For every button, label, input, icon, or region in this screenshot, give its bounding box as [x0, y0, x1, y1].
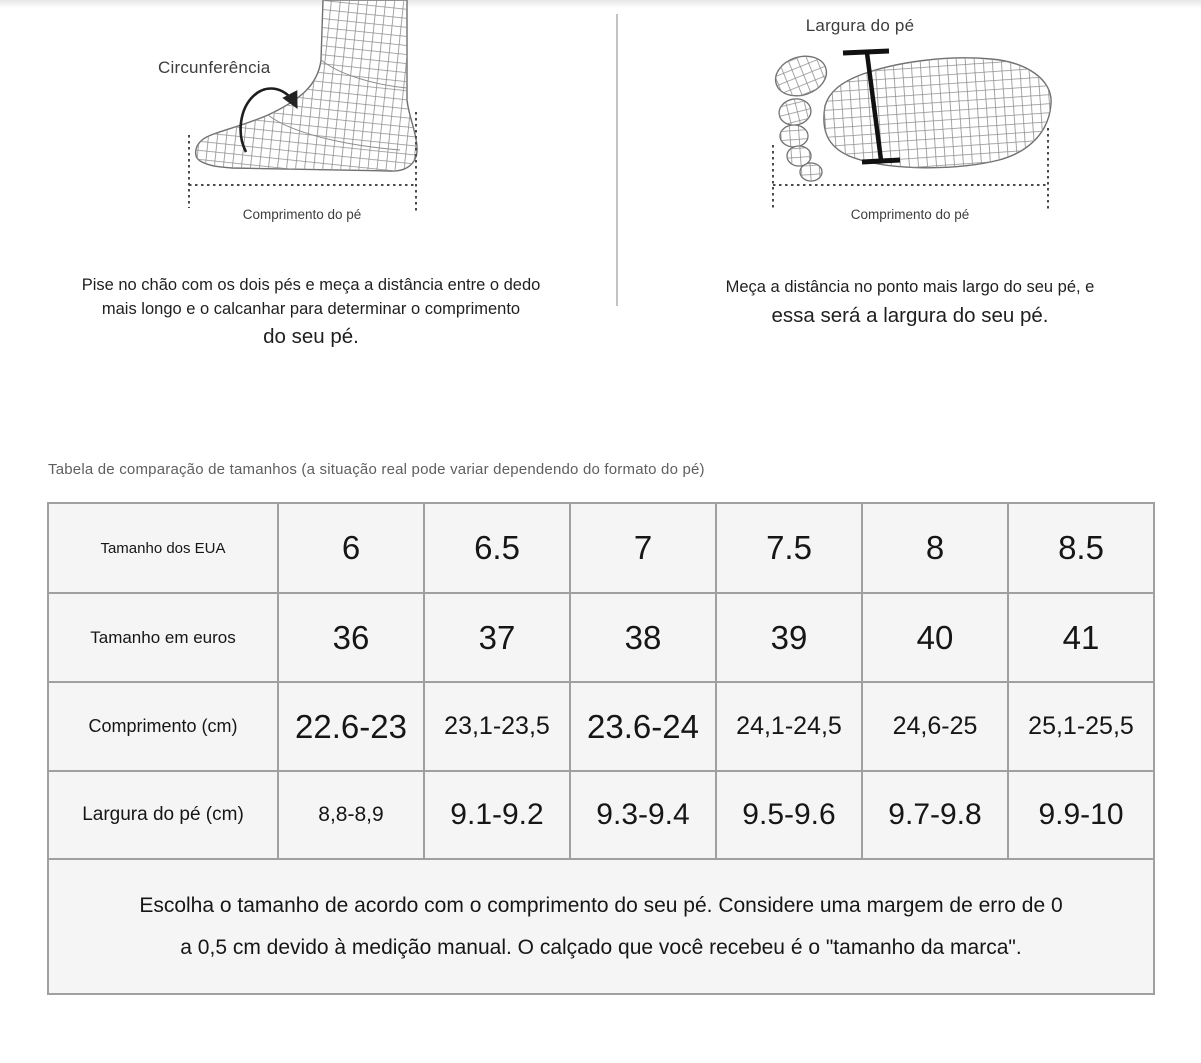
right-caption-line1: Meça a distância no ponto mais largo do seu pé, e	[725, 278, 1095, 296]
table-row-eu-size	[48, 593, 1154, 682]
footnote-line1: Escolha o tamanho de acordo com o comprimento do seu pé. Considere uma margem de erro de 0	[139, 893, 1063, 917]
table-cell: 40	[862, 593, 1008, 682]
table-cell: 39	[716, 593, 862, 682]
row-label-width: Largura do pé (cm)	[48, 771, 278, 859]
table-cell: 37	[424, 593, 570, 682]
foot-length-label-right: Comprimento do pé	[850, 207, 970, 222]
table-cell: 8	[862, 503, 1008, 593]
left-caption	[61, 274, 561, 350]
foot-width-label: Largura do pé	[805, 16, 915, 35]
table-cell: 22.6-23	[278, 682, 424, 771]
table-cell: 9.3-9.4	[570, 771, 716, 859]
foot-top-view-diagram	[765, 42, 1060, 222]
foot-side-view-diagram	[150, 0, 440, 230]
row-label-us-size: Tamanho dos EUA	[48, 503, 278, 593]
table-cell: 9.7-9.8	[862, 771, 1008, 859]
table-cell: 7.5	[716, 503, 862, 593]
circumference-label: Circunferência	[158, 58, 271, 77]
table-cell: 9.1-9.2	[424, 771, 570, 859]
table-cell: 8.5	[1008, 503, 1154, 593]
row-label-eu-size: Tamanho em euros	[48, 593, 278, 682]
table-cell: 36	[278, 593, 424, 682]
table-cell: 7	[570, 503, 716, 593]
left-caption-line1: Pise no chão com os dois pés e meça a distância entre o dedo	[81, 276, 541, 294]
size-footnote	[48, 859, 1154, 994]
table-cell: 38	[570, 593, 716, 682]
left-caption-line2: mais longo e o calcanhar para determinar o comprimento	[101, 299, 521, 318]
table-cell: 8,8-8,9	[278, 771, 424, 859]
table-cell: 25,1-25,5	[1008, 682, 1154, 771]
table-cell: 9.5-9.6	[716, 771, 862, 859]
table-cell: 23,1-23,5	[424, 682, 570, 771]
footnote-line2: a 0,5 cm devido à medição manual. O calçado que você recebeu é o "tamanho da marca".	[180, 935, 1022, 959]
table-row-width	[48, 771, 1154, 859]
table-cell: 6	[278, 503, 424, 593]
vertical-divider	[616, 14, 618, 306]
table-row-footnote	[48, 859, 1154, 994]
row-label-length: Comprimento (cm)	[48, 682, 278, 771]
table-cell: 6.5	[424, 503, 570, 593]
table-cell: 24,6-25	[862, 682, 1008, 771]
table-cell: 24,1-24,5	[716, 682, 862, 771]
foot-top-outline	[770, 50, 1051, 181]
size-table-title: Tabela de comparação de tamanhos (a situação real pode variar dependendo do formato do pé)	[48, 461, 705, 478]
foot-side-outline	[196, 0, 417, 171]
table-row-length	[48, 682, 1154, 771]
table-row-us-size	[48, 503, 1154, 593]
left-caption-line3: do seu pé.	[263, 325, 359, 348]
table-cell: 23.6-24	[570, 682, 716, 771]
right-caption	[660, 276, 1160, 329]
size-comparison-table	[47, 502, 1155, 995]
right-caption-line2: essa será a largura do seu pé.	[771, 303, 1049, 327]
table-cell: 9.9-10	[1008, 771, 1154, 859]
foot-length-label-left: Comprimento do pé	[242, 207, 362, 222]
table-cell: 41	[1008, 593, 1154, 682]
